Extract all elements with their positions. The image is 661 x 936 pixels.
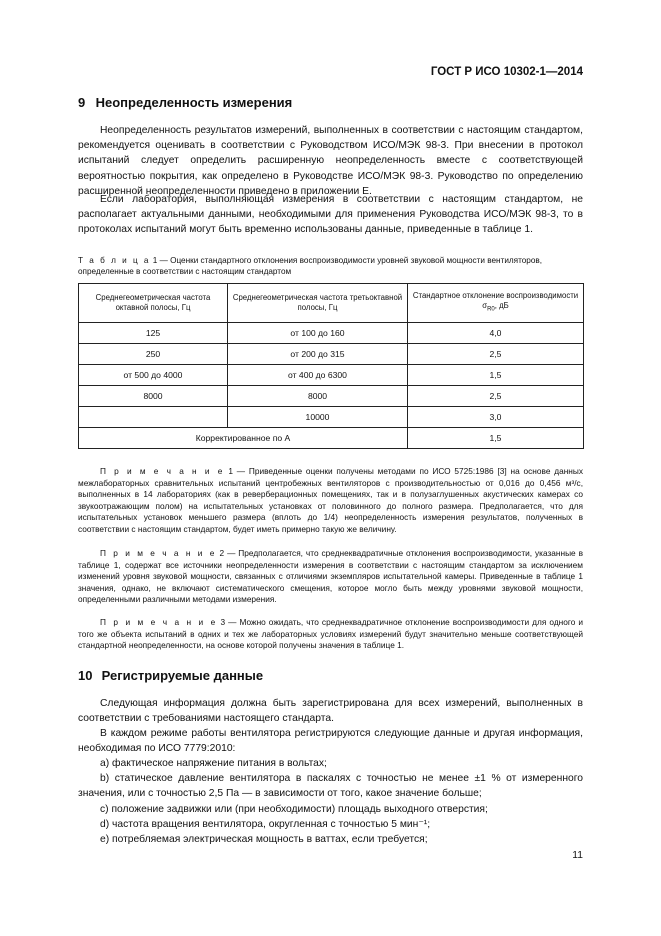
section-10-title: Регистрируемые данные [101,668,264,683]
section-9-number: 9 [78,95,86,110]
header-std-deviation-subscript: R0 [487,306,495,313]
table-1-caption [78,255,583,277]
table-cell: 8000 [79,386,228,407]
table-cell: 2,5 [408,386,584,407]
table-row [79,386,584,407]
table-header-row [79,284,584,323]
page-number: 11 [572,850,583,861]
table-row [79,407,584,428]
list-item: c) положение задвижки или (при необходимости) площадь выходного отверстия; [100,803,488,815]
note-1-label: П р и м е ч а н и е [100,466,225,476]
note-2-label: П р и м е ч а н и е [100,548,217,558]
note-2 [78,548,583,606]
note-1 [78,466,583,536]
table-cell: от 400 до 6300 [228,365,408,386]
header-std-deviation-text: Стандартное отклонение воспроизводимости σ [412,290,579,311]
note-3-text: 3 — Можно ожидать, что среднеквадратичное отклонение воспроизводимости для одного и того же объекта испытаний в одних и тех же лабораторных условиях измерений будут значительно меньше соответствующей стандартной неопределенности, на основе которой получены значения в таблице 1. [78,617,583,651]
table-cell: 8000 [228,386,408,407]
table-cell: от 100 до 160 [228,323,408,344]
section-10-paragraph-1: Следующая информация должна быть зарегистрирована для всех измерений, выполненных в соответствии с требованиями настоящего стандарта. [78,698,583,725]
header-std-deviation-unit: , дБ [494,301,509,311]
table-cell [79,407,228,428]
section-10-paragraph-2: В каждом режиме работы вентилятора регистрируются следующие данные и другая информация, необходимая по ИСО 7779:2010: [78,728,583,755]
note-3-label: П р и м е ч а н и е [100,617,218,627]
table-row [79,344,584,365]
list-item: e) потребляемая электрическая мощность в ваттах, если требуется; [100,834,428,846]
document-code-header: ГОСТ Р ИСО 10302-1—2014 [430,66,583,78]
list-item: b) статическое давление вентилятора в паскалях с точностью не менее ±1 % от измеренного значения, или с точностью 2,5 Па — в зависимости от того, какое значение больше; [78,773,583,800]
header-third-octave-band: Среднегеометрическая частота третьоктавной полосы, Гц [228,284,408,323]
table-caption-text: 1 — Оценки стандартного отклонения воспроизводимости уровней звуковой мощности вентиляторов, определенные в соответствии с настоящим стандартом [78,256,543,276]
section-9-title: Неопределенность измерения [95,95,293,110]
table-row [79,365,584,386]
table-cell: 3,0 [408,407,584,428]
list-item: d) частота вращения вентилятора, округленная с точностью 5 мин⁻¹; [100,818,431,830]
section-10-number: 10 [78,668,93,683]
list-item: a) фактическое напряжение питания в вольтах; [100,758,327,769]
note-3 [78,617,583,652]
header-octave-band: Среднегеометрическая частота октавной полосы, Гц [79,284,228,323]
note-2-text: 2 — Предполагается, что среднеквадратичные отклонения воспроизводимости, указанные в таблице 1, содержат все источники неопределенности измерения в соответствии с настоящим стандартом за исключением изменений уровня звуковой мощности, связанных с отличиями экземпляров испытательной камеры. Приведенные в таблице 1 значения, однако, не включают систематического смещения, которое могло быть между уровнями звуковой мощности, определенными различными методами измерения. [78,548,583,605]
table-cell: от 500 до 4000 [79,365,228,386]
table-cell: 1,5 [408,365,584,386]
header-std-deviation [408,284,584,323]
recorded-data-list [78,756,583,847]
table-cell: 2,5 [408,344,584,365]
table-cell: 125 [79,323,228,344]
table-1 [78,283,584,449]
section-9-heading [78,95,292,110]
table-caption-label: Т а б л и ц а [78,256,151,265]
section-9-paragraph-2: Если лаборатория, выполняющая измерения в соответствии с настоящим стандартом, не располагает актуальными данными, необходимыми для применения Руководства ИСО/МЭК 98-3, то в протоколах испытаний могут быть временно использованы данные, приведенные в таблице 1. [78,194,583,236]
table-row [79,323,584,344]
table-row-a-weighted [79,428,584,449]
table-cell: 4,0 [408,323,584,344]
section-10-heading [78,668,263,683]
table-cell-a-weighted-label: Корректированное по А [79,428,408,449]
section-9-paragraph-1: Неопределенность результатов измерений, выполненных в соответствии с настоящим стандартом, рекомендуется оценивать в соответствии с Руководством ИСО/МЭК 98-3. При внесении в протокол испытаний следует определить расширенную неопределенность вместе с соответствующей вероятностью покрытия, как определено в Руководстве ИСО/МЭК 98-3. Руководство по определению расширенной неопределенности приведено в приложении Е. [78,125,583,197]
note-1-text: 1 — Приведенные оценки получены методами по ИСО 5725:1986 [3] на основе данных межлабораторных сравнительных испытаний центробежных вентиляторов с производительностью от 0,016 до 0,456 м³/с, выполненных в 14 лабораториях (как в реверберационных помещениях, так и в полузаглушенных акустических камерах со звукоотражающим полом) на испытательных установках от половинного до полного размера. Предполагается, что для испытательных установок меньшего размера (вплоть до 1/4) неопределенность измерения результатов, полученных в соответствии с настоящим стандартом, будет иметь примерно такую же величину. [78,466,583,534]
table-cell: от 200 до 315 [228,344,408,365]
table-cell: 250 [79,344,228,365]
table-cell-a-weighted-value: 1,5 [408,428,584,449]
table-cell: 10000 [228,407,408,428]
